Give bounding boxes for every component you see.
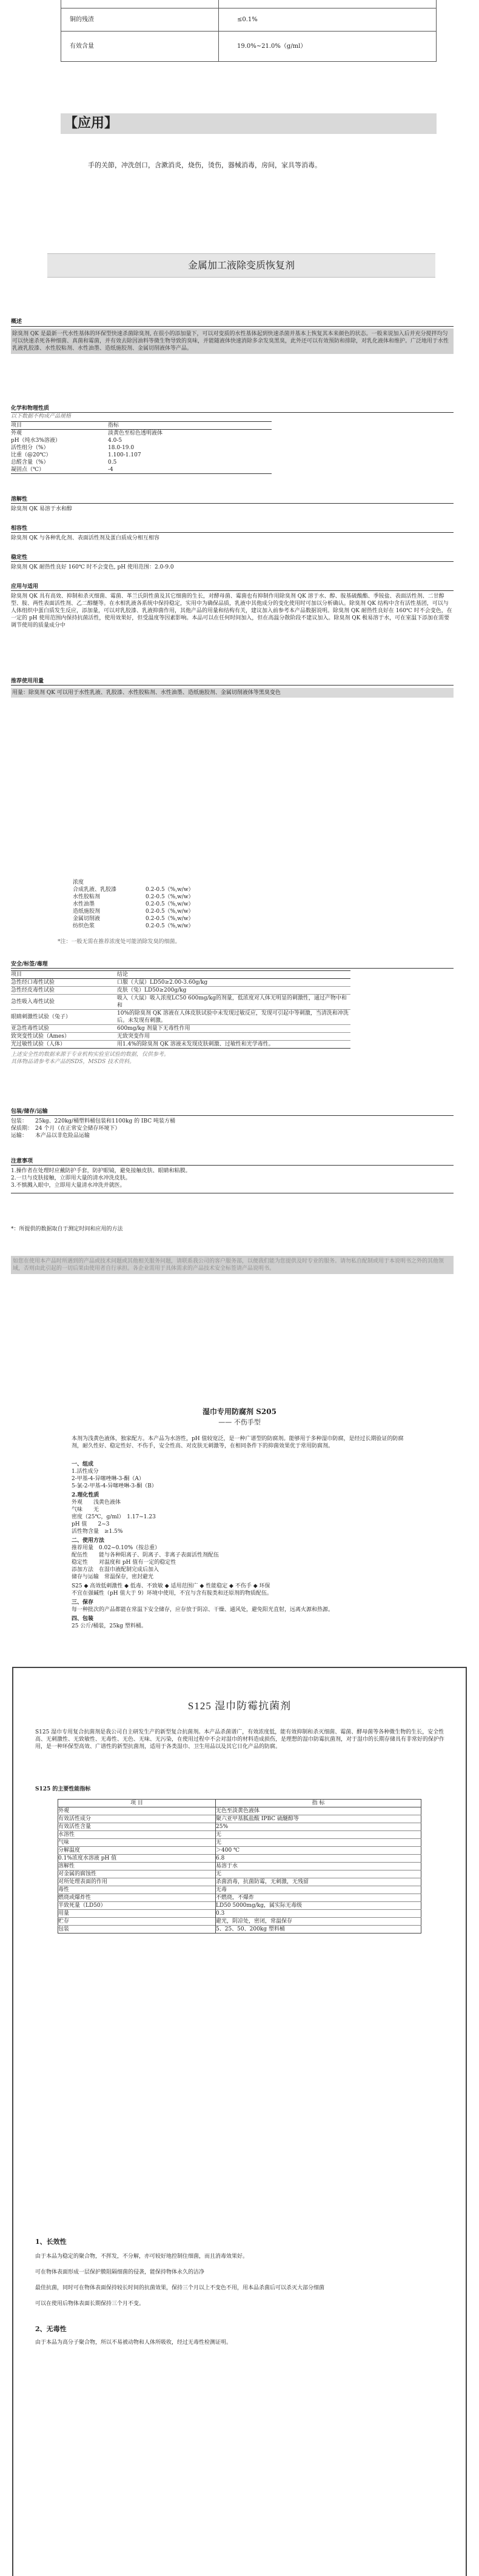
s125-intro: S125 湿巾专用复合抗菌剂是我公司自主研发生产的新型复合抗菌剂。本产品杀菌谱广，有效浓度低，能有效抑制和杀灭细菌、霉菌、酵母菌等各种微生物的生长，安全性高、无刺激性、无致敏性、无毒性、无色、无味、无污染，在使用过程中不会对湿巾的材料造成损伤，是理想的湿巾防霉抗菌剂，对于湿巾的长期存储具有非常好的保护作用，是一种环保型高效、广谱性的新型抗菌剂，适用于各类湿巾、卫生用品以及其它日化产品的防腐。 [35, 1729, 445, 1750]
safety-note: 上述安全性的数据来源于专业机构实验室试验的数据，仅供参考。 具体物品请参考本产品的SDS，MSDS 技术资料。 [11, 1052, 170, 1065]
s125-row: 对所处理表面的作用 杀菌消毒，抗菌防霉，无刺激，无残留 [58, 1878, 421, 1886]
notice-item: 3.不慎溅入眼中，立即用大量清水冲洗并就医。 [11, 1183, 126, 1189]
s205-phys-item: 气味 无 [72, 1507, 99, 1513]
s205-subtitle: —— 不伤手型 [218, 1418, 261, 1426]
s125-section-title: 1、长效性 [35, 2238, 67, 2246]
props-title: 化学和物理性质 [11, 405, 454, 413]
s205-use-item: 添加方法 在湿巾液配制完成后加入 [72, 1567, 159, 1573]
props-row: 凝固点（℃） -4 [11, 466, 272, 474]
s205-intro: 本剂为浅黄色液体，独家配方。本产品为水溶性，pH 值较宽泛，是一种广谱型的防腐剂。能够用于多种湿巾防腐，是经过长期验证的防腐剂，耐久性好、稳定性好、不伤手，安全性高、对皮肤无刺激等，在相同条件下的抑菌效果优于常用防腐剂。 [72, 1436, 404, 1449]
s125-row: 包装 5、25、50、200kg 塑料桶 [58, 1926, 285, 1932]
s125-row: 0.1%浓度水溶液 pH 值 6.8 [58, 1855, 421, 1863]
notice-item: 2.一旦与皮肤接触，立即用大量的清水冲洗皮肤。 [11, 1175, 131, 1181]
props-section [11, 405, 454, 474]
overview-title: 概述 [11, 318, 454, 327]
top-table-row: 铜的残渣 ≤0.1% [61, 8, 436, 32]
s125-row: 对金属的腐蚀性 无 [58, 1870, 421, 1878]
safety-row: 急性经口毒性试验 口服（大鼠）LD50≥2.00-3.60g/kg [11, 979, 350, 987]
s205-comp-item: 5-氯-2-甲基-4-异噻唑啉-3-酮（B） [72, 1483, 157, 1489]
s125-section-body: 由于本品为稳定的聚合物，不挥发，不分解，亦可较好地控制住细菌，而且消毒效果好。 可在物体表面形成一层保护膜阻隔细菌的侵袭，能保持物体永久的洁净 最佳抗菌，同时可在物体表面保持较长时间的抗菌效果，保持三个月以上不变色不用，用本品杀菌后可以杀灭大部分细菌 可以在使用后物体表面长期保持三个月不变。 [35, 2254, 325, 2307]
s125-section-body: 由于本品为高分子聚合物，所以不易被动物和人体所吸收，经过无毒性检测证明。 [35, 2340, 232, 2346]
s125-row: 燃烧或爆炸性 不燃烧，不爆炸 [58, 1894, 421, 1902]
props-row: 活性组分（%） 18.0-19.0 [11, 445, 135, 451]
props-head: 指标 [108, 422, 119, 429]
safety-row: 急性吸入毒性试验 吸入（大鼠）吸入浓度LC50 600mg/kg的剂量，低浓度对人体无明显的刺激性，通过产物中和和 [11, 995, 350, 1010]
s205-phys-item: 外观 浅黄色液体 [72, 1500, 121, 1506]
s125-row: 贮存 避光，阴凉处，密闭，常温保存 [58, 1918, 421, 1926]
s205-note: S25 ◆ 高效低刺激性 ◆ 低毒、不致敏 ◆ 适用范围广 ◆ 性能稳定 ◆ 不伤手 ◆ 环保 [72, 1583, 270, 1589]
s125-row: 水溶性 无 [58, 1831, 421, 1839]
s125-row: 溶解性 易溶于水 [58, 1863, 421, 1870]
apps-section: 应用与适用 除臭剂 QK 具有高效、抑制和杀灭细菌、霉菌、革兰氏阴性菌及其它细菌的生长，对酵母菌、霉菌也有抑制作用除臭剂 QK 溶于水、醇、胺基硫酸酯、季铵盐、表面活性剂、二甘醇型、胺、两性表面活性剂、乙二醇醚等。在水相乳液各系统中保持稳定，实用中为确保品质，乳液中其他成分的变化使用时可加以分析确认。除臭剂 QK 结构中含有活性基团，可以与人体组织中蛋白质发生反应，添加量，可以对乳胶漆、乳液抑菌作用，其他产品的用量和结构有关，建议加入前参考本产品数据说明。除臭剂 QK 耐热性良好在 160℃ 时不会变色，在一定的 pH 使用范围内保持抗菌活性，使用效果好，但受温度等因素影响。本品可以在任何时间加入，但在高温分散阶段不建议加入。除臭剂 QK 极易溶于水，可在室温下添加在需要调节使用的质量成分中 [11, 583, 454, 629]
notice-item: 1.操作者在处理时应戴防护手套，防护眼镜，避免接触皮肤、眼睛和粘膜。 [11, 1168, 191, 1174]
usage-row: 水性油墨 0.2-0.5（%,w/w） [73, 901, 194, 907]
safety-row: 致突变性试验（Ames） 无致突变作用 [11, 1033, 350, 1041]
s125-row: 分解温度 ＞400 ℃ [58, 1847, 421, 1855]
s125-row: 半致死量（LD50） LD50 5000mg/kg，属实际无毒级 [58, 1902, 421, 1910]
s125-row: 气味 无 [58, 1839, 421, 1847]
s125-row: 有效活性含量 25% [58, 1823, 421, 1831]
usage-note: *注：一般无需在推荐浓度处可能消除发臭的细菌。 [58, 939, 181, 945]
pack-row: 包装： 25kg、220kg/桶塑料桶包装和1100kg 的 IBC 吨装方桶 [11, 1118, 176, 1124]
s205-use-item: 储存与运输 常温保存，密封避光 [72, 1574, 154, 1580]
metal-banner: 金属加工液除变质恢复剂 [47, 253, 435, 278]
s205-contra: 不宜在强碱性（pH 值大于 9）环境中使用，不宜与含有胺类和还原剂的物质配伍。 [72, 1590, 273, 1597]
s125-row: 毒性 无毒 [58, 1886, 421, 1894]
pack-section: 包装/储存/运输 包装： 25kg、220kg/桶塑料桶包装和1100kg 的 IBC 吨装方桶 保质期： 24 个月（在正常安全储存环境下） 运输： 本产品以非危险品运输 [11, 1108, 454, 1140]
s205-use-item: 配伍性 能与各种阳离子、阴离子、非离子表面活性剂配伍 [72, 1552, 219, 1558]
overview-text: 除臭剂 QK 是最新一代水性基体的环保型快速杀菌除臭剂, 在很小的添加量下，可以对变质的水性基体起到快速杀菌并基本上恢复其本来颜色的状态。一般来说加入后并充分搅拌均匀可以快速杀死各种细菌、真菌和霉菌，并有效去除因油料等微生物导致的臭味，并能随液体快速消除多余发臭黑臭，此外还可以有效预防和排除，对乳化液体和维护。广泛地用于水性乳液乳胶漆、水性胶粘剂、水性油墨、造纸施胶剂、金属切削液体等产品。 [11, 329, 454, 354]
pack-row: 运输： 本产品以非危险品运输 [11, 1133, 90, 1139]
s125-table-title: S125 的主要性能指标 [35, 1786, 91, 1792]
s125-sections [35, 2237, 447, 2349]
s205-use-item: 稳定性 对温度和 pH 值有一定的稳定性 [72, 1560, 176, 1566]
s205-phys-item: 活性物含量 ≥1.5% [72, 1529, 123, 1535]
stability-section: 稳定性 除臭剂 QK 耐热性良好 160℃ 时不会变色, pH 使用范围：2.0-9.0 [11, 554, 454, 571]
s125-section-title: 2、无毒性 [35, 2325, 67, 2333]
usage-row: 造纸施胶剂 0.2-0.5（%,w/w） [73, 909, 194, 915]
s125-row: 外观 无色至淡黄色液体 [58, 1807, 421, 1815]
props-row: pH（纯水3%溶液） 4.0-5 [11, 438, 122, 444]
s125-row: 用量 0.3 [58, 1910, 421, 1918]
solubility-section: 溶解性 除臭剂 QK 易溶于水和醇 [11, 496, 454, 513]
application-heading: 【应用】 [61, 113, 437, 134]
s205-comp-item: 2-甲基-4-异噻唑啉-3-酮（A） [72, 1476, 144, 1482]
top-table-row: 有效含量 19.0%~21.0%（g/ml） [61, 32, 436, 62]
overview-section [11, 318, 466, 354]
props-row: 总醛含量（%） 0.5 [11, 459, 117, 465]
props-row: 比重（@20℃） 1.100-1.107 [11, 452, 141, 458]
safety-table: 项目 结论 急性经口毒性试验 口服（大鼠）LD50≥2.00-3.60g/kg 急性经皮毒性试验 皮肤（兔）LD50≥200g/kg 急性吸入毒性试验 吸入（大鼠）吸入浓度LC50 600mg/kg的剂量，低浓度对人体无明显的刺激性，通过产物中和和 眼睛刺激性试验（兔子） 10%的除臭剂 QK 溶液在人体皮肤试验中未发现过敏反应，发现可引起中等刺激，当清洗和冲洗后。未发现有刺激。 亚急性毒性试验 600mg/kg 剂量下无毒性作用 致突变性试验（Ames） 无致突变作用 光过敏性试验（人体） 用1.4%的除臭剂 QK 溶液未发现皮肤刺激、过敏性和光学毒性。 [11, 970, 350, 1049]
s205-title: 湿巾专用防腐剂 S205 [203, 1407, 276, 1416]
s205-body: 一、组成 1.活性成分 2-甲基-4-异噻唑啉-3-酮（A） 5-氯-2-甲基-4-异噻唑啉-3-酮（B） 2.理化性质 外观 浅黄色液体 气味 无 密度（25℃，g/ml） 1.17~1.23 pH 值 2~3 活性物含量 ≥1.5% 二、使用方法 推荐用量 0.02~0.10%（按总重） 配伍性 能与各种阳离子、阴离子、非离子表面活性剂配伍 稳定性 对温度和 pH 值有一定的稳定性 添加方法 在湿巾液配制完成后加入 储存与运输 常温保存，密封避光 S25 ◆ 高效低刺激性 ◆ 低毒、不致敏 ◆ 适用范围广 ◆ 性能稳定 ◆ 不伤手 ◆ 环保 不宜在强碱性（pH 值大于 9）环境中使用，不宜与含有胺类和还原剂的物质配伍。 三、保存 每一种批次的产品都能在常温下安全储存，应存放于阴凉、干燥、通风处，避免阳光直射，远离火源和热源。 四、包装 25 公斤/桶装，25kg 塑料桶。 [72, 1461, 411, 1630]
s125-row: 有效活性成分 聚六亚甲基胍盐酸 IPBC 硫醚醇等 [58, 1815, 421, 1823]
safety-row: 光过敏性试验（人体） 用1.4%的除臭剂 QK 溶液未发现皮肤刺激、过敏性和光学毒性。 [11, 1041, 350, 1049]
s125-table: 项 目 指 标 外观 无色至淡黄色液体 有效活性成分 聚六亚甲基胍盐酸 IPBC 硫醚醇等 有效活性含量 25% 水溶性 无 气味 无 分解温度 ＞400 ℃ 0.1%浓度水溶液 pH 值 6.8 溶解性 易溶于水 对金属的腐蚀性 无 对所处理表面的作用 杀菌消毒，抗菌防霉，无刺激，无残留 毒性 无毒 燃烧或爆炸性 不燃烧，不爆炸 半致死量（LD50） LD50 5000mg/kg，属实际无毒级 用量 0.3 贮存 避光，阴凉处，密闭，常温保存 包装 5、25、50、200kg 塑料桶 [58, 1799, 421, 1934]
safety-section: 安全/标签/毒理 项目 结论 急性经口毒性试验 口服（大鼠）LD50≥2.00-3.60g/kg 急性经皮毒性试验 皮肤（兔）LD50≥200g/kg 急性吸入毒性试验 吸入（大鼠）吸入浓度LC50 600mg/kg的剂量，低浓度对人体无明显的刺激性，通过产物中和和 眼睛刺激性试验（兔子） 10%的除臭剂 QK 溶液在人体皮肤试验中未发现过敏反应，发现可引起中等刺激，当清洗和冲洗后。未发现有刺激。 亚急性毒性试验 600mg/kg 剂量下无毒性作用 致突变性试验（Ames） 无致突变作用 光过敏性试验（人体） 用1.4%的除臭剂 QK 溶液未发现皮肤刺激、过敏性和光学毒性。 上述安全性的数据来源于专业机构实验室试验的数据，仅供参考。 具体物品请参考本产品的SDS，MSDS 技术资料。 [11, 961, 454, 1066]
notice-section: 注意事项 1.操作者在处理时应戴防护手套，防护眼镜，避免接触皮肤、眼睛和粘膜。 2.一旦与皮肤接触，立即用大量的清水冲洗皮肤。 3.不慎溅入眼中，立即用大量清水冲洗并就医。 [11, 1158, 454, 1193]
s205-phys-item: 密度（25℃，g/ml） 1.17~1.23 [72, 1514, 156, 1520]
disclaimer: *：所提供的数据取自于测定时间和应用的方法 [11, 1226, 123, 1232]
s205-use-item: 推荐用量 0.02~0.10%（按总重） [72, 1545, 161, 1551]
safety-row: 亚急性毒性试验 600mg/kg 剂量下无毒性作用 [11, 1025, 350, 1033]
usage-row: 合成乳液、乳胶漆 0.2-0.5（%,w/w） [73, 887, 194, 893]
top-table [61, 0, 437, 62]
footer-note: 如您在使用本产品时所遇到的产品或技术问题或其他相关服务问题，请联系我公司的客户服务部，以便我们能为您提供及时专业的服务。请勿私自配制或用于本说明书之外的其他领域，否则由此引起的一切后果由使用者自行承担。各企业需用于具体需求的产品技术安全标签请产品说明书。 [11, 1256, 454, 1274]
usage-list: 浓度 合成乳液、乳胶漆 0.2-0.5（%,w/w） 水性胶粘剂 0.2-0.5（%,w/w） 水性油墨 0.2-0.5（%,w/w） 造纸施胶剂 0.2-0.5（%,w/w） 金属切削液 0.2-0.5（%,w/w） 纺织色浆 0.2-0.5（%,w/w） [73, 879, 255, 930]
safety-row: 急性经皮毒性试验 皮肤（兔）LD50≥200g/kg [11, 987, 350, 995]
props-note: 以下数据不构成产品规格 [11, 413, 72, 419]
compat-section: 相容性 除臭剂 QK 与各种乳化剂、表面活性剂及蛋白质成分相互相容 [11, 525, 454, 542]
safety-row: 眼睛刺激性试验（兔子） 10%的除臭剂 QK 溶液在人体皮肤试验中未发现过敏反应，发现可引起中等刺激，当清洗和冲洗后。未发现有刺激。 [11, 1010, 350, 1025]
usage-row: 水性胶粘剂 0.2-0.5（%,w/w） [73, 894, 194, 900]
usage-row: 纺织色浆 0.2-0.5（%,w/w） [73, 923, 194, 929]
pack-row: 保质期： 24 个月（在正常安全储存环境下） [11, 1126, 121, 1132]
application-text: 手的关節，冲洗创口，含漱消炎，烧伤，烫伤，器械消毒，房间，家具等消毒。 [88, 161, 321, 169]
recommend-section: 推荐使用用量 用量：除臭剂 QK 可以用于水性乳液、乳胶漆、水性胶粘剂、水性油墨、造纸施胶剂、金属切削液体等黑臭变色 [11, 678, 454, 698]
props-head: 项目 [11, 422, 22, 429]
usage-row: 金属切削液 0.2-0.5（%,w/w） [73, 916, 194, 922]
s205-phys-item: pH 值 2~3 [72, 1521, 110, 1527]
s125-title: S125 湿巾防霉抗菌剂 [187, 1700, 292, 1712]
props-table [11, 421, 272, 474]
props-row: 外观 淡黄色至棕色透明液体 [11, 430, 163, 436]
